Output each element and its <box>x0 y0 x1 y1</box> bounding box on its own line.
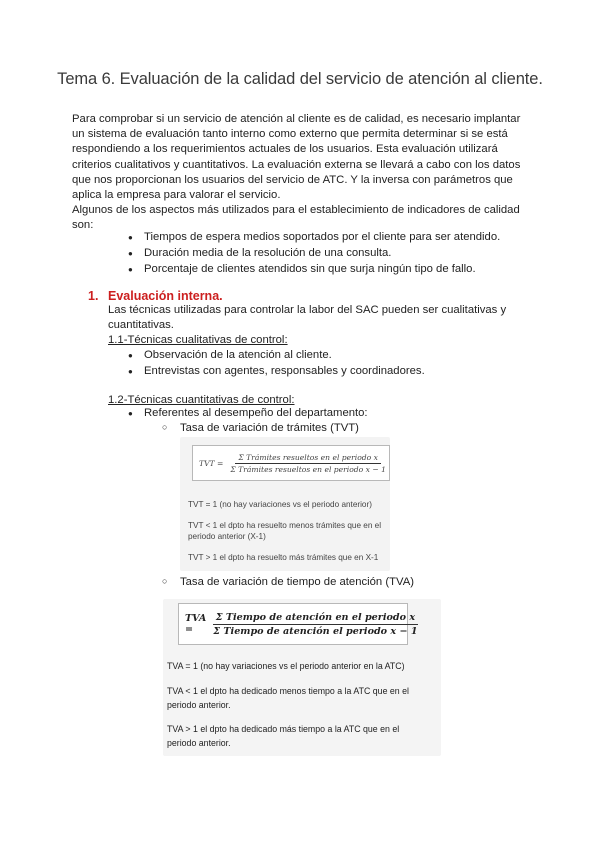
tva-note: periodo anterior. <box>167 738 231 748</box>
indicator-item: ● Porcentaje de clientes atendidos sin que surja ningún tipo de fallo. <box>128 262 500 278</box>
qualitative-item: ● Entrevistas con agentes, responsables y coordinadores. <box>128 364 425 380</box>
tvt-formula <box>192 445 390 481</box>
tva-denominator: Σ Tiempo de atención el periodo x − 1 <box>213 625 418 637</box>
intro-line: un sistema de evaluación tanto interno como externo que permita determinar si se está <box>72 128 508 141</box>
indicator-item: ● Duración media de la resolución de una consulta. <box>128 246 500 262</box>
tvt-note: periodo anterior (X-1) <box>188 532 266 541</box>
tvt-numerator: Σ Trámites resueltos en el periodo x <box>235 453 381 464</box>
tvt-fraction <box>227 453 389 474</box>
section-number: 1. <box>88 289 99 303</box>
tva-formula <box>178 603 418 645</box>
section-line: Las técnicas utilizadas para controlar la labor del SAC pueden ser cualitativas y <box>108 304 507 316</box>
quantitative-list <box>128 406 368 422</box>
intro-line: son: <box>72 219 94 232</box>
tva-note: TVA < 1 el dpto ha dedicado menos tiempo a la ATC que en el <box>167 686 409 696</box>
document-title: Tema 6. Evaluación de la calidad del servicio de atención al cliente. <box>57 70 543 88</box>
intro-line: que nos proporcionan los usuarios del servicio de ATC. Y la inversa con parámetros que <box>72 173 513 186</box>
tva-note: TVA > 1 el dpto ha dedicado más tiempo a la ATC que en el <box>167 724 400 734</box>
indicator-list <box>128 230 500 277</box>
tva-note: periodo anterior. <box>167 700 231 710</box>
tva-note: TVA = 1 (no hay variaciones vs el periodo anterior en la ATC) <box>167 661 405 671</box>
section-title: Evaluación interna. <box>108 289 223 303</box>
intro-line: criterios cualitativos y cuantitativos. La evaluación externa se llevará a cabo con los datos <box>72 158 521 171</box>
tvt-note: TVT > 1 el dpto ha resuelto más trámites que en X-1 <box>188 553 379 562</box>
tvt-formula-image <box>180 437 390 571</box>
tvt-note: TVT = 1 (no hay variaciones vs el periodo anterior) <box>188 500 372 509</box>
intro-line: Algunos de los aspectos más utilizados para el establecimiento de indicadores de calidad <box>72 204 520 217</box>
intro-line: aplica la empresa para valorar el servicio. <box>72 189 281 202</box>
subsection-title-quantitative: 1.2-Técnicas cuantitativas de control: <box>108 394 295 406</box>
subsection-title-qualitative: 1.1-Técnicas cualitativas de control: <box>108 334 288 346</box>
quantitative-item: ● Referentes al desempeño del departamento: <box>128 406 368 422</box>
section-heading <box>88 289 223 303</box>
intro-line: respondiendo a los requerimientos actuales de los usuarios. Esta evaluación utilizará <box>72 143 498 156</box>
section-paragraph <box>108 303 528 333</box>
indicator-item: ● Tiempos de espera medios soportados por el cliente para ser atendido. <box>128 230 500 246</box>
tva-fraction <box>210 612 420 637</box>
tvt-formula-lhs: TVT = <box>199 458 224 468</box>
section-line: cuantitativas. <box>108 319 174 332</box>
tva-numerator: Σ Tiempo de atención en el periodo x <box>213 612 418 625</box>
tvt-note: TVT < 1 el dpto ha resuelto menos trámites que en el <box>188 521 382 530</box>
tva-formula-image <box>163 599 441 756</box>
tvt-label <box>162 422 359 434</box>
tva-formula-lhs: TVA = <box>185 613 207 635</box>
intro-line: Para comprobar si un servicio de atención al cliente es de calidad, es necesario implantar <box>72 113 521 125</box>
qualitative-list <box>128 348 425 380</box>
intro-paragraph <box>72 112 528 234</box>
tva-label-text: Tasa de variación de tiempo de atención (TVA) <box>180 576 415 588</box>
tvt-label-text: Tasa de variación de trámites (TVT) <box>180 422 359 434</box>
tva-label <box>162 576 414 588</box>
qualitative-item: ● Observación de la atención al cliente. <box>128 348 425 364</box>
tvt-denominator: Σ Trámites resueltos en el periodo x − 1 <box>230 464 386 474</box>
